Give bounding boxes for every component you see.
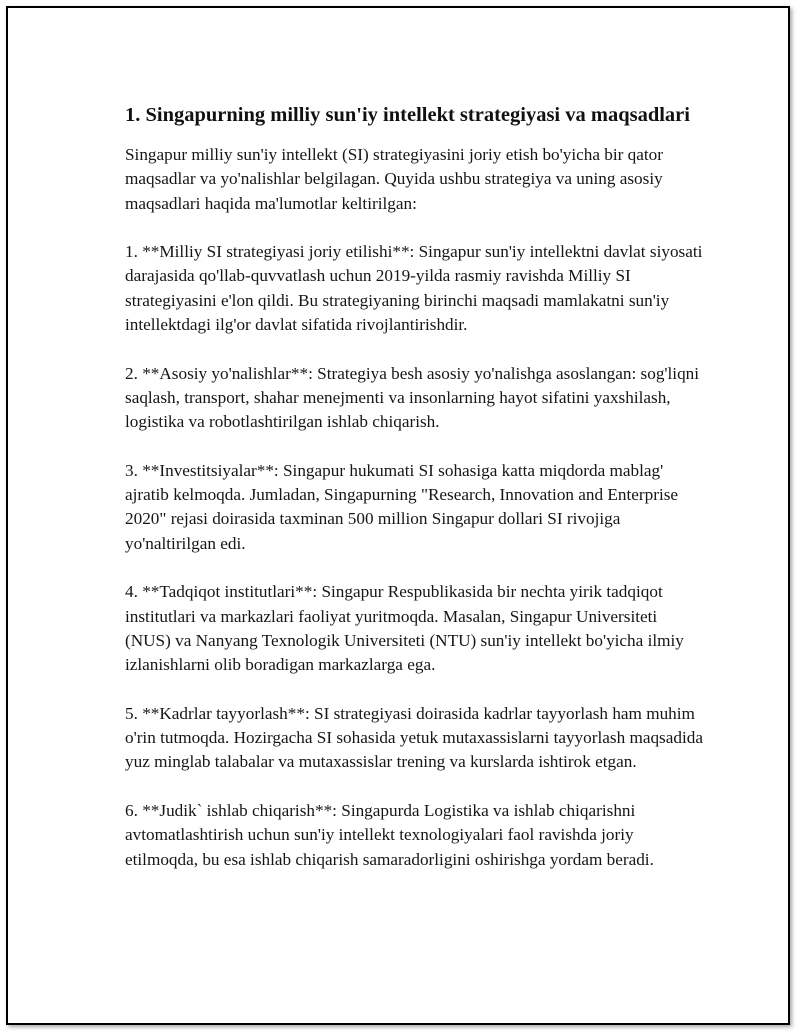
list-item-production: 6. **Judik` ishlab chiqarish**: Singapurda Logistika va ishlab chiqarishni avtomatlashtirish uchun sun'iy intellekt texnologiyalari faol ravishda joriy etilmoqda, bu esa ishlab chiqarish samaradorligini oshirishga yordam beradi.	[125, 801, 654, 869]
intro-paragraph: Singapur milliy sun'iy intellekt (SI) strategiyasini joriy etish bo'yicha bir qator maqsadlar va yo'nalishlar belgilagan. Quyida ushbu strategiya va uning asosiy maqsadlari haqida ma'lumotlar keltirilgan:	[125, 145, 663, 213]
list-item-personnel-training: 5. **Kadrlar tayyorlash**: SI strategiyasi doirasida kadrlar tayyorlash ham muhim o'rin tutmoqda. Hozirgacha SI sohasida yetuk mutaxassislarni tayyorlash maqsadida yuz minglab talabalar va mutaxassislar trening va kurslarda ishtirok etgan.	[125, 703, 703, 772]
list-item-main-directions: 2. **Asosiy yo'nalishlar**: Strategiya besh asosiy yo'nalishga asoslangan: sog'liqni saqlash, transport, shahar menejmenti va insonlarning hayot sifatini yaxshilash, logistika va robotlashtirilgan ishlab chiqarish.	[125, 363, 700, 432]
document-body	[125, 101, 705, 896]
section-heading: 1. Singapurning milliy sun'iy intellekt strategiyasi va maqsadlari	[125, 104, 690, 126]
list-item-investments: 3. **Investitsiyalar**: Singapur hukumati SI sohasiga katta miqdorda mablag' ajratib kelmoqda. Jumladan, Singapurning "Research, Innovation and Enterprise 2020" rejasi doirasida taxminan 500 million Singapur dollari SI rivojiga yo'naltirilgan edi.	[125, 460, 679, 553]
list-item-national-strategy: 1. **Milliy SI strategiyasi joriy etilishi**: Singapur sun'iy intellektni davlat siyosati darajasida qo'llab-quvvatlash uchun 2019-yilda rasmiy ravishda Milliy SI strategiyasini e'lon qildi. Bu strategiyaning birinchi maqsadi mamlakatni sun'iy intellektdagi ilg'or davlat sifatida rivojlantirishdir.	[125, 242, 703, 335]
page-frame	[6, 6, 790, 1025]
list-item-research-institutes: 4. **Tadqiqot institutlari**: Singapur Respublikasida bir nechta yirik tadqiqot institutlari va markazlari faoliyat yuritmoqda. Masalan, Singapur Universiteti (NUS) va Nanyang Texnologik Universiteti (NTU) sun'iy intellekt bo'yicha ilmiy izlanishlarni olib boradigan markazlarga ega.	[125, 582, 684, 675]
